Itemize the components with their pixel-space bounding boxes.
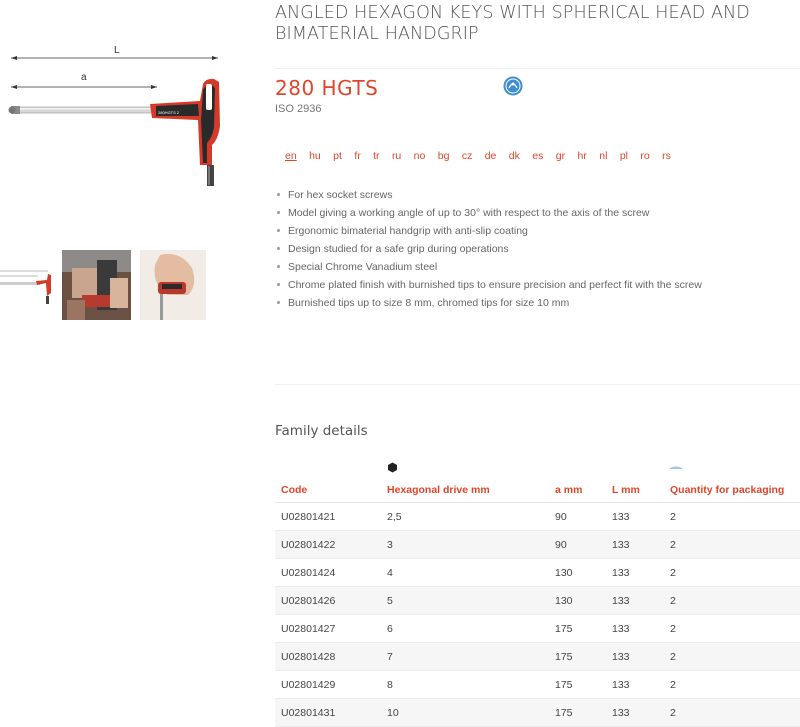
packaging-icon <box>669 465 683 470</box>
cell-quantity: 2 <box>664 615 800 643</box>
cell-code: U02801426 <box>275 587 381 615</box>
dimension-L-label: L <box>114 45 120 56</box>
cell-hex-drive: 5 <box>381 587 549 615</box>
table-header-row <box>275 460 800 503</box>
feature-item: Special Chrome Vanadium steel <box>275 258 702 276</box>
thumbnail-product[interactable] <box>0 250 52 320</box>
language-link-hu[interactable]: hu <box>309 150 321 162</box>
cell-a: 175 <box>549 643 606 671</box>
cell-hex-drive: 6 <box>381 615 549 643</box>
cell-l: 133 <box>606 643 664 671</box>
language-link-en[interactable]: en <box>285 150 297 162</box>
cell-quantity: 2 <box>664 699 800 727</box>
cell-quantity: 2 <box>664 503 800 531</box>
grip-photo-thumbnail <box>140 250 206 320</box>
language-link-nl[interactable]: nl <box>599 150 608 162</box>
cell-code: U02801421 <box>275 503 381 531</box>
language-link-no[interactable]: no <box>413 150 426 162</box>
dimension-a-label: a <box>81 72 87 83</box>
cell-a: 130 <box>549 587 606 615</box>
cell-l: 133 <box>606 699 664 727</box>
feature-item: For hex socket screws <box>275 186 702 204</box>
language-link-dk[interactable]: dk <box>508 150 520 162</box>
language-link-pt[interactable]: pt <box>333 150 342 162</box>
cell-a: 175 <box>549 615 606 643</box>
language-link-rs[interactable]: rs <box>662 150 671 162</box>
language-link-fr[interactable]: fr <box>354 150 361 162</box>
cell-a: 175 <box>549 671 606 699</box>
certification-badge-icon[interactable] <box>503 76 523 96</box>
language-link-de[interactable]: de <box>484 150 497 162</box>
hex-key-drawing <box>0 0 240 240</box>
language-link-cz[interactable]: cz <box>461 150 473 162</box>
cell-quantity: 2 <box>664 531 800 559</box>
cell-a: 130 <box>549 559 606 587</box>
feature-list <box>275 186 702 312</box>
cell-quantity: 2 <box>664 671 800 699</box>
cell-hex-drive: 8 <box>381 671 549 699</box>
cell-quantity: 2 <box>664 587 800 615</box>
table-row <box>275 699 800 727</box>
product-main-image[interactable] <box>0 0 240 240</box>
column-header-code[interactable]: Code <box>275 460 381 503</box>
table-row <box>275 559 800 587</box>
divider <box>275 68 800 69</box>
divider <box>275 384 800 385</box>
cell-l: 133 <box>606 587 664 615</box>
language-selector <box>285 150 683 162</box>
cell-code: U02801427 <box>275 615 381 643</box>
cell-a: 90 <box>549 503 606 531</box>
language-link-tr[interactable]: tr <box>373 150 380 162</box>
usage-photo-thumbnail <box>62 250 131 320</box>
language-link-hr[interactable]: hr <box>577 150 587 162</box>
family-details-table <box>275 460 800 727</box>
language-link-pl[interactable]: pl <box>619 150 628 162</box>
feature-item: Burnished tips up to size 8 mm, chromed tips for size 10 mm <box>275 294 702 312</box>
thumbnail-hand-grip[interactable] <box>140 250 206 320</box>
hex-key-thumbnail <box>0 250 52 320</box>
feature-item: Design studied for a safe grip during operations <box>275 240 702 258</box>
column-header-quantity[interactable]: Quantity for packaging <box>664 460 800 503</box>
language-link-ro[interactable]: ro <box>640 150 650 162</box>
iso-norm: ISO 2936 <box>275 103 322 115</box>
cell-hex-drive: 4 <box>381 559 549 587</box>
cell-l: 133 <box>606 671 664 699</box>
feature-item: Model giving a working angle of up to 30° with respect to the axis of the screw <box>275 204 702 222</box>
language-link-es[interactable]: es <box>532 150 544 162</box>
language-link-ru[interactable]: ru <box>391 150 402 162</box>
table-row <box>275 503 800 531</box>
language-link-gr[interactable]: gr <box>555 150 566 162</box>
column-header-hex-drive[interactable]: Hexagonal drive mm <box>381 460 549 503</box>
cell-code: U02801429 <box>275 671 381 699</box>
table-row <box>275 615 800 643</box>
table-row <box>275 531 800 559</box>
cell-code: U02801428 <box>275 643 381 671</box>
cell-hex-drive: 10 <box>381 699 549 727</box>
product-title: ANGLED HEXAGON KEYS WITH SPHERICAL HEAD AND BIMATERIAL HANDGRIP <box>275 3 750 44</box>
cell-hex-drive: 2,5 <box>381 503 549 531</box>
svg-text:280HGTS 2: 280HGTS 2 <box>158 110 180 115</box>
cell-quantity: 2 <box>664 643 800 671</box>
cell-code: U02801424 <box>275 559 381 587</box>
column-header-a[interactable]: a mm <box>549 460 606 503</box>
column-header-l[interactable]: L mm <box>606 460 664 503</box>
table-row <box>275 587 800 615</box>
feature-item: Ergonomic bimaterial handgrip with anti-slip coating <box>275 222 702 240</box>
cell-code: U02801422 <box>275 531 381 559</box>
table-row <box>275 671 800 699</box>
cell-a: 90 <box>549 531 606 559</box>
cell-l: 133 <box>606 531 664 559</box>
cell-a: 175 <box>549 699 606 727</box>
cell-l: 133 <box>606 615 664 643</box>
cell-code: U02801431 <box>275 699 381 727</box>
table-row <box>275 643 800 671</box>
family-details-heading: Family details <box>275 423 368 439</box>
cell-quantity: 2 <box>664 559 800 587</box>
feature-item: Chrome plated finish with burnished tips to ensure precision and perfect fit with the screw <box>275 276 702 294</box>
product-code: 280 HGTS <box>275 76 379 100</box>
cell-hex-drive: 3 <box>381 531 549 559</box>
thumbnail-in-use[interactable] <box>62 250 131 320</box>
cell-hex-drive: 7 <box>381 643 549 671</box>
language-link-bg[interactable]: bg <box>437 150 450 162</box>
cell-l: 133 <box>606 559 664 587</box>
hexagon-icon <box>387 462 398 473</box>
cell-l: 133 <box>606 503 664 531</box>
